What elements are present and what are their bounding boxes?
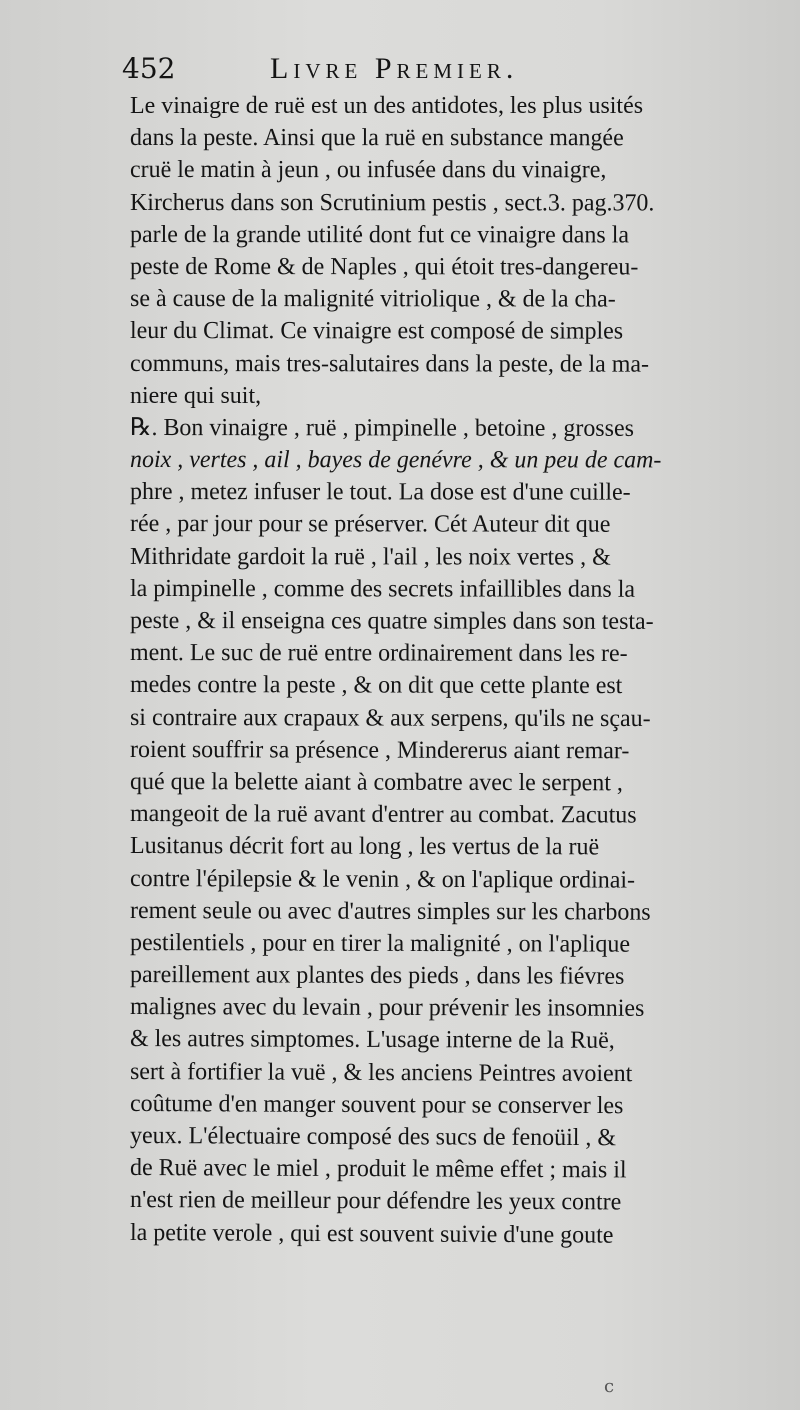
text-line: noix , vertes , ail , bayes de genévre , & un peu de cam-	[129, 446, 662, 474]
text-line: phre , metez infuser le tout. La dose est d'une cuille-	[129, 478, 631, 506]
text-line: & les autres simptomes. L'usage interne de la Ruë,	[129, 1025, 615, 1055]
text-line: medes contre la peste , & on dit que cette plante est	[129, 671, 623, 700]
text-line: communs, mais tres-salutaires dans la peste, de la ma-	[129, 349, 650, 378]
text-line: la petite verole , qui est souvent suivie d'une goute	[129, 1218, 614, 1249]
text-line: la pimpinelle , comme des secrets infaillibles dans la	[129, 574, 636, 603]
text-line: Mithridate gardoit la ruë , l'ail , les noix vertes , &	[129, 542, 611, 571]
text-line: Lusitanus décrit fort au long , les vertus de la ruë	[129, 832, 600, 861]
page-header	[122, 52, 762, 92]
body-text	[130, 90, 800, 1249]
text-line: cruë le matin à jeun , ou infusée dans du vinaigre,	[129, 156, 607, 184]
text-line: yeux. L'électuaire composé des sucs de fenoüil , &	[129, 1122, 617, 1152]
text-line: ℞. Bon vinaigre , ruë , pimpinelle , betoine , grosses	[129, 413, 634, 442]
text-line: coûtume d'en manger souvent pour se conserver les	[129, 1089, 624, 1119]
text-line: leur du Climat. Ce vinaigre est composé de simples	[129, 317, 624, 345]
text-line: ment. Le suc de ruë entre ordinairement dans les re-	[129, 639, 628, 668]
running-title: Livre Premier.	[270, 52, 519, 85]
text-line: roient souffrir sa présence , Mindererus aiant remar-	[129, 735, 630, 765]
text-line: mangeoit de la ruë avant d'entrer au combat. Zacutus	[129, 800, 637, 829]
text-line: n'est rien de meilleur pour défendre les yeux contre	[129, 1186, 622, 1216]
text-line: rement seule ou avec d'autres simples sur les charbons	[129, 896, 651, 926]
text-line: peste de Rome & de Naples , qui étoit tres-dangereu-	[129, 252, 639, 281]
text-line: Le vinaigre de ruë est un des antidotes, les plus usités	[130, 92, 644, 119]
text-line: pareillement aux plantes des pieds , dans les fiévres	[129, 961, 625, 990]
text-line: parle de la grande utilité dont fut ce vinaigre dans la	[129, 220, 630, 249]
text-line: qué que la belette aiant à combatre avec le serpent ,	[129, 767, 623, 797]
text-line: dans la peste. Ainsi que la ruë en substance mangée	[129, 124, 624, 152]
text-line: de Ruë avec le miel , produit le même effet ; mais il	[129, 1154, 627, 1184]
text-line: Kircherus dans son Scrutinium pestis , sect.3. pag.370.	[129, 188, 655, 217]
text-line: contre l'épilepsie & le venin , & on l'aplique ordinai-	[129, 864, 636, 894]
text-line: sert à fortifier la vuë , & les anciens Peintres avoient	[129, 1057, 633, 1087]
text-line: si contraire aux crapaux & aux serpens, qu'ils ne sçau-	[129, 703, 651, 732]
text-line: peste , & il enseigna ces quatre simples dans son testa-	[129, 607, 654, 635]
text-line: malignes avec du levain , pour prévenir les insomnies	[129, 993, 645, 1023]
text-line: rée , par jour pour se préserver. Cét Auteur dit que	[129, 510, 611, 539]
text-line: niere qui suit,	[129, 381, 262, 409]
text-line: pestilentiels , pour en tirer la malignité , on l'aplique	[129, 928, 631, 958]
text-line: se à cause de la malignité vitriolique , & de la cha-	[129, 285, 616, 313]
page-number: 452	[122, 52, 176, 85]
footer-mark: c	[604, 1376, 615, 1397]
